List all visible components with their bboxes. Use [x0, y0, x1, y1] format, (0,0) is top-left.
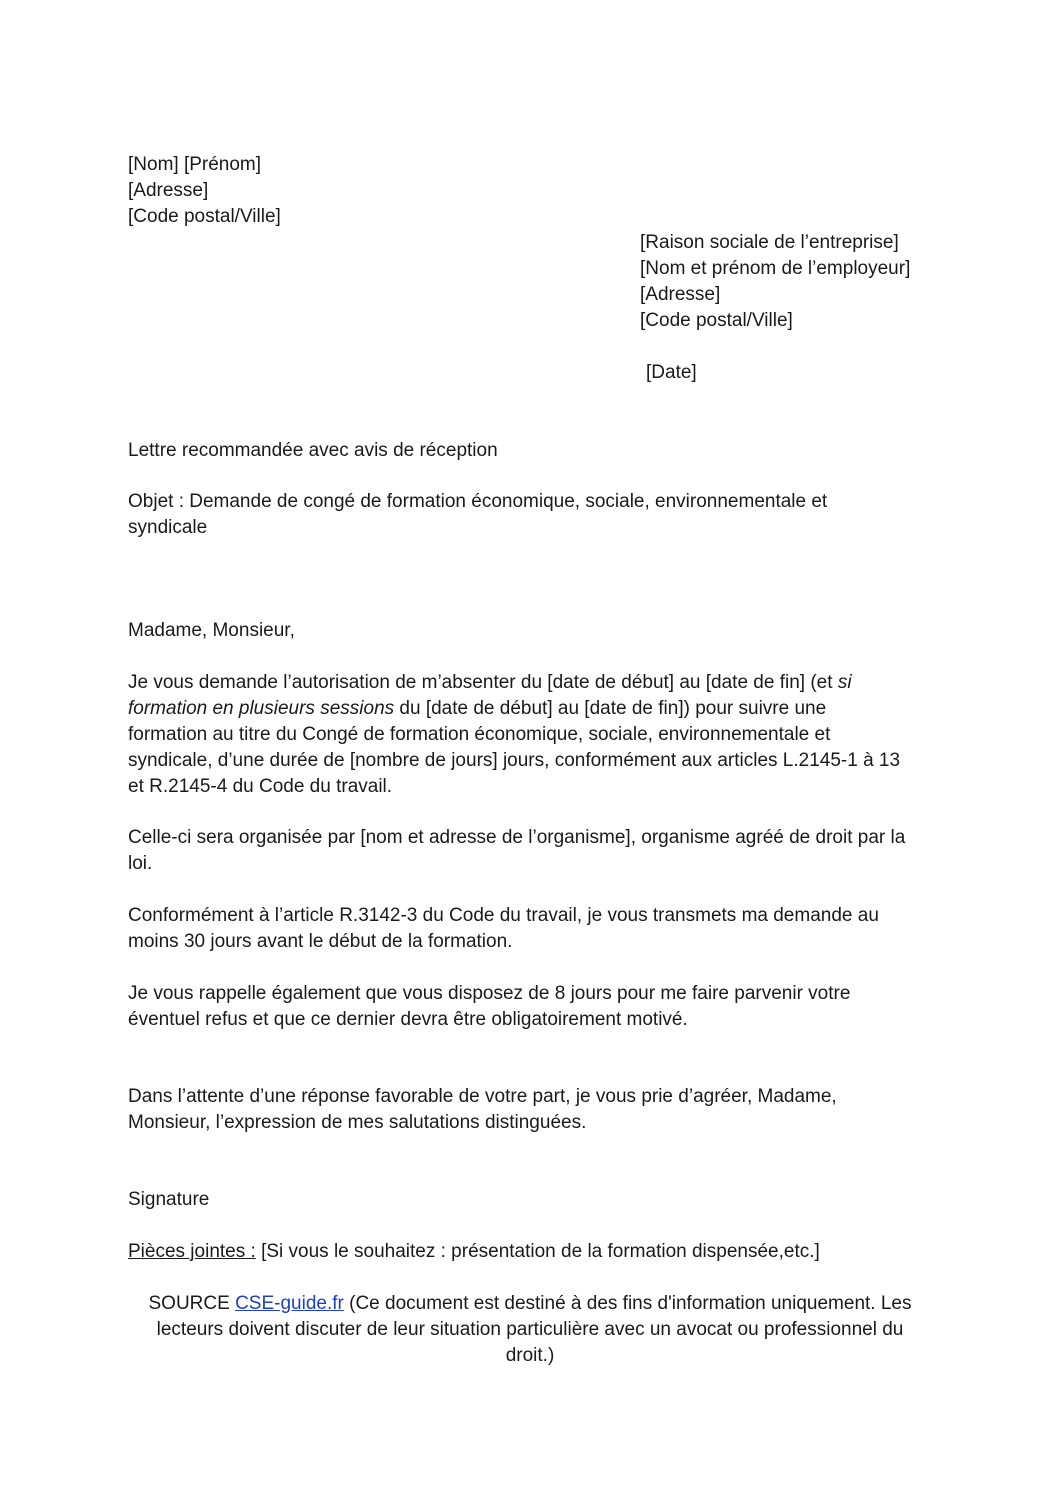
sender-name: [Nom] [Prénom]: [128, 154, 262, 175]
paragraph-line: [128, 670, 900, 696]
recipient-city: [Code postal/Ville]: [640, 310, 793, 331]
paragraph-organizer: [128, 825, 905, 877]
subject-line: Objet : Demande de congé de formation économique, sociale, environnementale et: [128, 491, 828, 512]
greeting: Madame, Monsieur,: [128, 620, 295, 641]
sender-address: [Adresse]: [128, 180, 209, 201]
sender-city: [Code postal/Ville]: [128, 206, 281, 227]
paragraph-line: loi.: [128, 853, 153, 874]
attachments-text: [Si vous le souhaitez : présentation de la formation dispensée,etc.]: [255, 1241, 820, 1262]
recipient-block: [640, 230, 910, 334]
paragraph-line: formation au titre du Congé de formation économique, sociale, environnementale et: [128, 724, 831, 745]
letter-date: [Date]: [646, 362, 697, 383]
paragraph-line: [128, 696, 900, 722]
paragraph-line: Dans l’attente d’une réponse favorable de votre part, je vous prie d’agréer, Madame,: [128, 1086, 837, 1107]
paragraph-italic-text: formation en plusieurs sessions: [128, 698, 395, 719]
paragraph-line: Celle-ci sera organisée par [nom et adresse de l’organisme], organisme agréé de droit par la: [128, 827, 906, 848]
paragraph-line: Je vous rappelle également que vous disposez de 8 jours pour me faire parvenir votre: [128, 983, 851, 1004]
source-line: [90, 1291, 970, 1317]
paragraph-deadline: [128, 903, 879, 955]
paragraph-line: moins 30 jours avant le début de la formation.: [128, 931, 513, 952]
paragraph-reminder: [128, 981, 850, 1033]
signature-label: Signature: [128, 1189, 210, 1210]
paragraph-text: Je vous demande l’autorisation de m’absenter du [date de début] au [date de fin] (et: [128, 672, 838, 693]
paragraph-line: Conformément à l’article R.3142-3 du Code du travail, je vous transmets ma demande au: [128, 905, 879, 926]
recipient-employer: [Nom et prénom de l’employeur]: [640, 258, 911, 279]
subject-block: [128, 489, 827, 541]
source-link[interactable]: CSE-guide.fr: [235, 1293, 344, 1314]
recipient-address: [Adresse]: [640, 284, 721, 305]
subject-line: syndicale: [128, 517, 208, 538]
paragraph-italic-text: si: [837, 672, 852, 693]
registered-mail-mention: Lettre recommandée avec avis de réception: [128, 440, 498, 461]
paragraph-request: [128, 670, 900, 800]
paragraph-line: éventuel refus et que ce dernier devra être obligatoirement motivé.: [128, 1009, 688, 1030]
paragraph-line: et R.2145-4 du Code du travail.: [128, 776, 393, 797]
source-line: lecteurs doivent discuter de leur situation particulière avec un avocat ou professionnel du: [156, 1319, 904, 1340]
recipient-company: [Raison sociale de l’entreprise]: [640, 232, 899, 253]
sender-block: [128, 152, 281, 230]
source-text: (Ce document est destiné à des fins d'information uniquement. Les: [343, 1293, 912, 1314]
attachments-line: [128, 1239, 820, 1265]
paragraph-text: du [date de début] au [date de fin]) pour suivre une: [394, 698, 827, 719]
paragraph-line: Monsieur, l’expression de mes salutations distinguées.: [128, 1112, 587, 1133]
closing-formula: [128, 1084, 837, 1136]
attachments-label: Pièces jointes :: [128, 1241, 256, 1262]
paragraph-line: syndicale, d’une durée de [nombre de jours] jours, conformément aux articles L.2145-1 à 13: [128, 750, 901, 771]
source-note: [90, 1291, 970, 1369]
source-line: droit.): [505, 1345, 555, 1366]
source-prefix: SOURCE: [148, 1293, 236, 1314]
